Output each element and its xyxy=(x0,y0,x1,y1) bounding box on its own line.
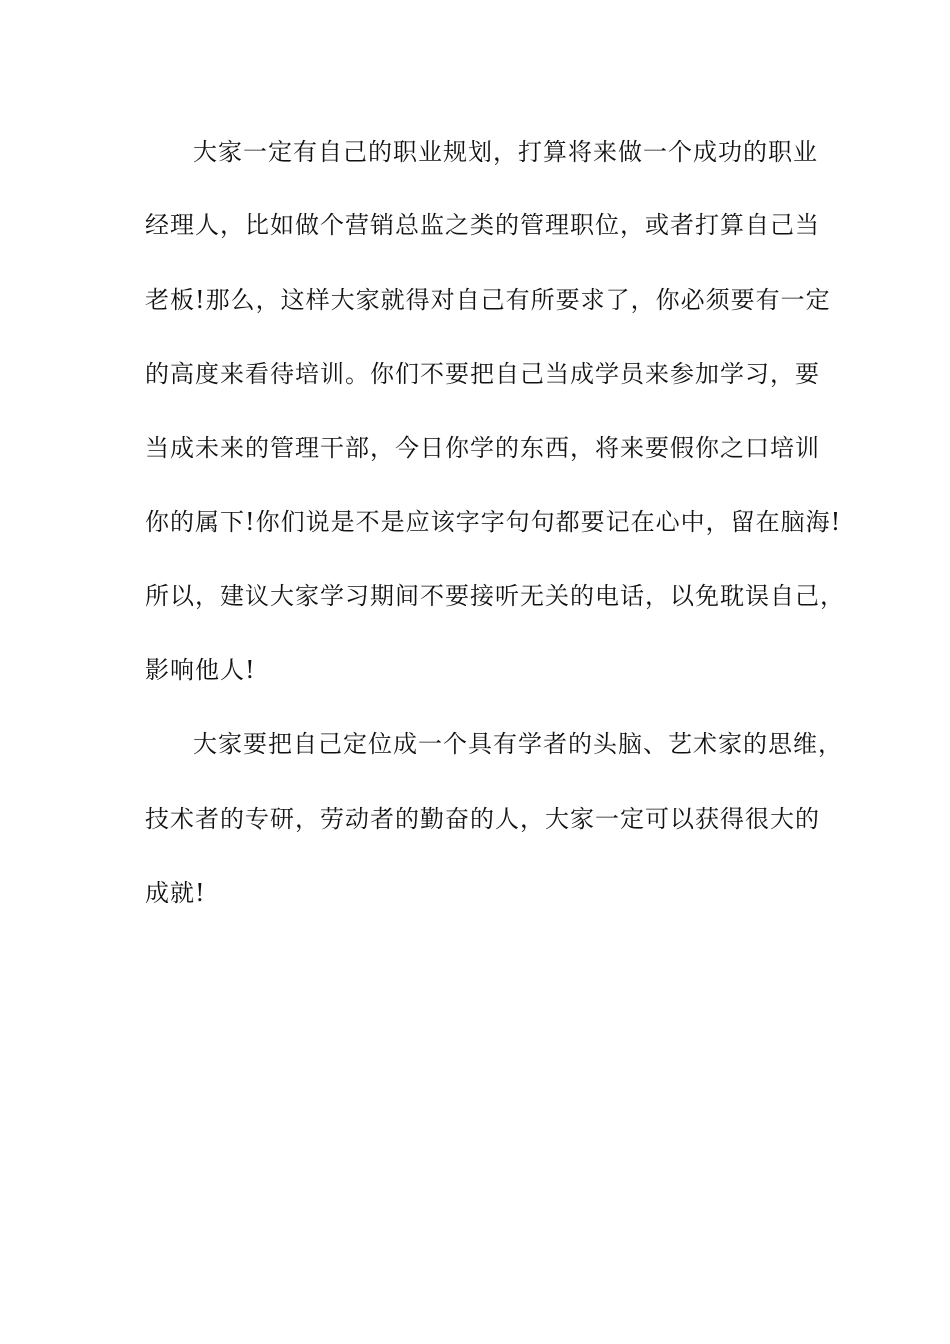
paragraph-2-line-1: 大家要把自己定位成一个具有学者的头脑、艺术家的思维， xyxy=(193,730,843,758)
paragraph-1-line-8: 影响他人! xyxy=(145,656,256,684)
paragraph-1-line-2: 经理人，比如做个营销总监之类的管理职位，或者打算自己当 xyxy=(145,211,820,239)
paragraph-1-line-6: 你的属下!你们说是不是应该字字句句都要记在心中，留在脑海! xyxy=(145,508,842,536)
paragraph-1-line-7: 所以，建议大家学习期间不要接听无关的电话，以免耽误自己， xyxy=(145,582,845,610)
paragraph-2-line-2: 技术者的专研，劳动者的勤奋的人，大家一定可以获得很大的 xyxy=(145,805,820,833)
paragraph-1-line-4: 的高度来看待培训。你们不要把自己当成学员来参加学习，要 xyxy=(145,360,820,388)
paragraph-1-line-5: 当成未来的管理干部，今日你学的东西，将来要假你之口培训 xyxy=(145,434,820,462)
paragraph-1-line-3: 老板!那么，这样大家就得对自己有所要求了，你必须要有一定 xyxy=(145,286,831,314)
paragraph-1-line-1: 大家一定有自己的职业规划，打算将来做一个成功的职业 xyxy=(193,138,818,166)
paragraph-2-line-3: 成就! xyxy=(145,879,206,907)
